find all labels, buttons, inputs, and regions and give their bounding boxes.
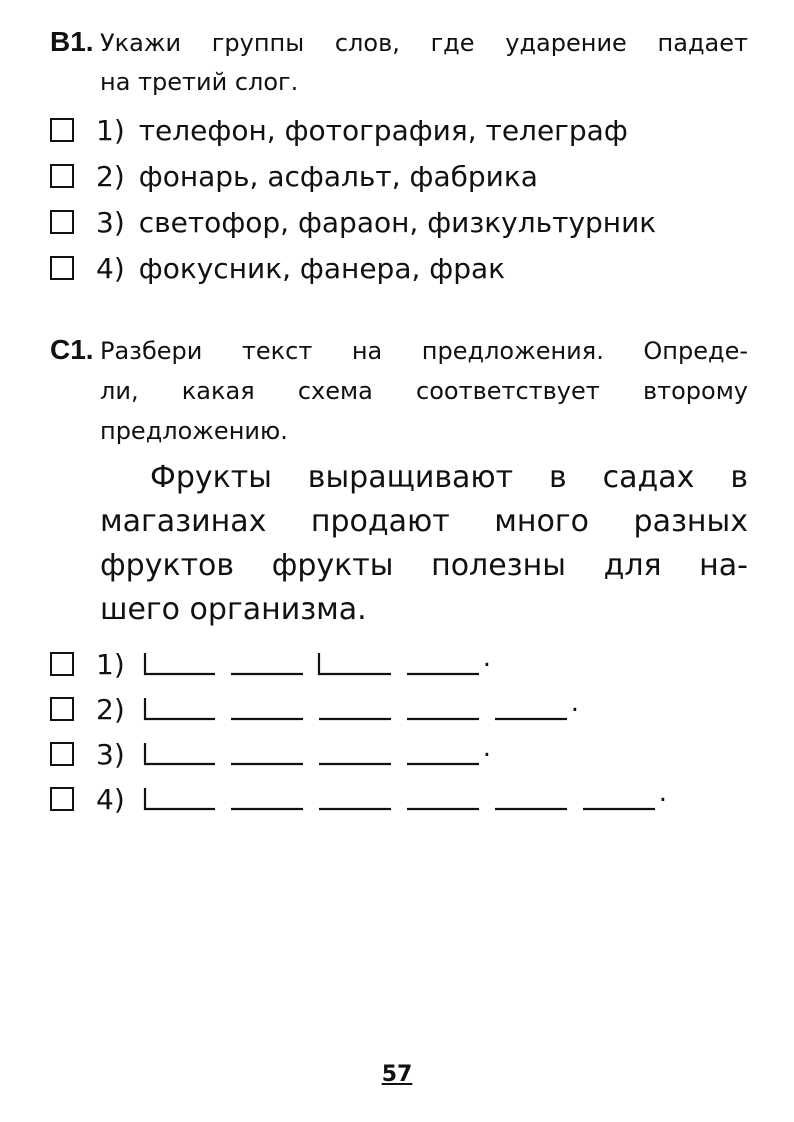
task-c1-question-line-3: предложению. bbox=[100, 417, 288, 445]
b1-option-1[interactable] bbox=[50, 113, 628, 147]
sentence-scheme bbox=[143, 733, 523, 771]
task-b1-label: В1. bbox=[50, 26, 94, 57]
passage-line-1: Фрукты выращивают в садах в bbox=[150, 460, 748, 495]
option-text: фокусник, фанера, фрак bbox=[138, 251, 506, 285]
option-number: 1) bbox=[96, 113, 125, 147]
checkbox[interactable] bbox=[50, 697, 74, 721]
task-c1-question-line-1: Разбери текст на предложения. Опреде- bbox=[100, 337, 748, 365]
option-number: 4) bbox=[96, 782, 125, 816]
checkbox[interactable] bbox=[50, 210, 74, 234]
page-number: 57 bbox=[381, 1062, 413, 1087]
checkbox[interactable] bbox=[50, 787, 74, 811]
c1-option-4[interactable] bbox=[50, 778, 673, 816]
b1-option-3[interactable] bbox=[50, 205, 656, 239]
b1-option-2[interactable] bbox=[50, 159, 538, 193]
option-text: фонарь, асфальт, фабрика bbox=[138, 159, 538, 193]
option-number: 2) bbox=[96, 159, 125, 193]
passage-line-4: шего организма. bbox=[100, 592, 367, 627]
passage-line-2: магазинах продают много разных bbox=[100, 504, 748, 539]
scheme-end-mark: . bbox=[570, 688, 580, 718]
sentence-scheme bbox=[143, 643, 523, 681]
c1-option-2[interactable] bbox=[50, 688, 583, 726]
checkbox[interactable] bbox=[50, 256, 74, 280]
option-number: 3) bbox=[96, 205, 125, 239]
task-b1-question-line-2: на третий слог. bbox=[100, 68, 299, 96]
scheme-end-mark: . bbox=[658, 778, 668, 808]
c1-option-3[interactable] bbox=[50, 733, 523, 771]
option-text: светофор, фараон, физкультурник bbox=[138, 205, 657, 239]
option-number: 4) bbox=[96, 251, 125, 285]
c1-option-1[interactable] bbox=[50, 643, 523, 681]
b1-option-4[interactable] bbox=[50, 251, 505, 285]
scheme-end-mark: . bbox=[482, 733, 492, 763]
option-number: 3) bbox=[96, 737, 125, 771]
scheme-end-mark: . bbox=[482, 643, 492, 673]
task-c1-label: С1. bbox=[50, 334, 94, 365]
checkbox[interactable] bbox=[50, 742, 74, 766]
option-text: телефон, фотография, телеграф bbox=[138, 113, 628, 147]
passage-line-3: фруктов фрукты полезны для на- bbox=[100, 548, 748, 583]
checkbox[interactable] bbox=[50, 118, 74, 142]
task-b1-question-line-1: Укажи группы слов, где ударение падает bbox=[100, 29, 748, 57]
checkbox[interactable] bbox=[50, 652, 74, 676]
option-number: 2) bbox=[96, 692, 125, 726]
task-c1-question-line-2: ли, какая схема соответствует второму bbox=[100, 377, 748, 405]
sentence-scheme bbox=[143, 778, 673, 816]
sentence-scheme bbox=[143, 688, 583, 726]
option-number: 1) bbox=[96, 647, 125, 681]
checkbox[interactable] bbox=[50, 164, 74, 188]
